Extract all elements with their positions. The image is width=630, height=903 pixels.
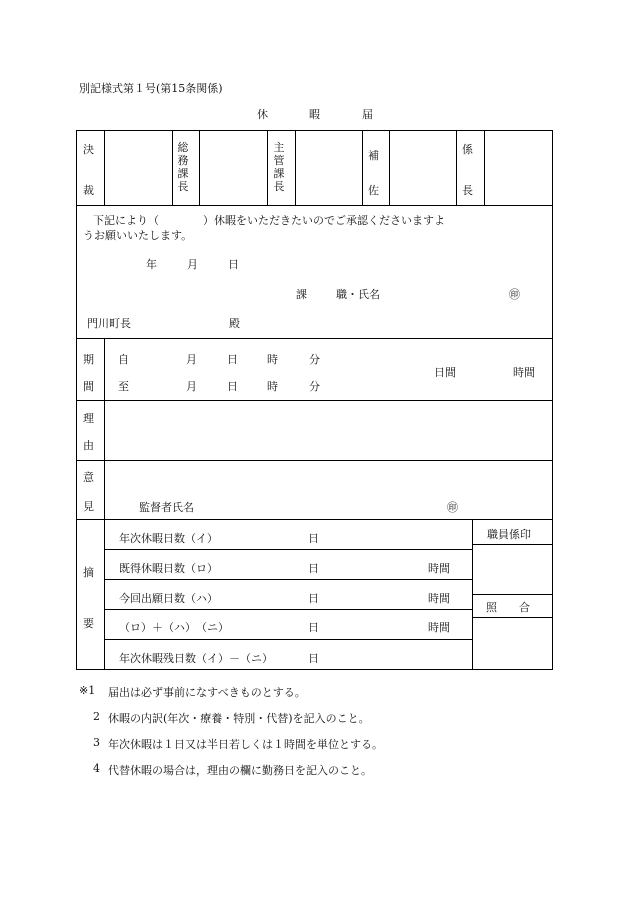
summary-label-top: 摘 (83, 566, 94, 579)
staff-seal-label: 職員係印 (487, 528, 531, 541)
date-day: 日 (228, 258, 239, 271)
title-char-1: 休 (257, 108, 268, 121)
period-to: 至 (118, 380, 129, 393)
divider (472, 594, 553, 595)
verify-label: 照 合 (486, 601, 530, 614)
hosa-label-bottom: 佐 (368, 184, 379, 197)
days-unit: 日間 (434, 366, 456, 379)
shukan-kacho-label: 主管課長 (273, 141, 285, 193)
divider (472, 617, 553, 618)
kessai-label-top: 決 (83, 143, 94, 156)
summary-row-day: 日 (308, 562, 319, 575)
summary-row-hour: 時間 (428, 621, 450, 634)
divider (362, 130, 363, 205)
supervisor-label: 監督者氏名 (139, 501, 194, 514)
divider (104, 639, 472, 640)
summary-row-day: 日 (308, 532, 319, 545)
period-label-top: 期 (83, 353, 94, 366)
summary-row-day: 日 (308, 592, 319, 605)
summary-row-label: 既得休暇日数（ロ） (119, 562, 218, 575)
title-char-2: 暇 (309, 108, 320, 121)
opinion-label-top: 意 (83, 471, 94, 484)
addressee: 門川町長 (87, 317, 131, 330)
period-label-bottom: 間 (83, 380, 94, 393)
date-month: 月 (187, 258, 198, 271)
somu-kacho-label: 総務課長 (177, 141, 189, 193)
divider (389, 130, 390, 205)
summary-row-hour: 時間 (428, 592, 450, 605)
divider (76, 519, 553, 520)
summary-row-day: 日 (308, 621, 319, 634)
title-char-3: 届 (362, 108, 373, 121)
summary-row-label: 今回出願日数（ハ） (119, 592, 218, 605)
to-hour: 時 (267, 380, 278, 393)
divider (104, 549, 472, 550)
reason-label-bottom: 由 (83, 439, 94, 452)
divider (104, 130, 105, 205)
summary-row-label: （ロ）＋（ハ） （ニ） (119, 621, 229, 634)
divider (472, 519, 473, 670)
summary-row-label: 年次休暇残日数（イ）－（ニ） (119, 652, 273, 665)
to-day: 日 (227, 380, 238, 393)
period-from: 自 (118, 353, 129, 366)
seal-mark: ㊞ (509, 288, 520, 301)
divider (484, 130, 485, 205)
divider (76, 460, 553, 461)
dono-label: 殿 (229, 317, 240, 330)
request-text-line2: うお願いいたします。 (83, 229, 193, 242)
note-text: 年次休暇は１日又は半日若しくは１時間を単位とする。 (108, 738, 383, 751)
form-number: 別記様式第１号(第15条関係) (79, 82, 223, 95)
shoku-shimei-label: 職・氏名 (336, 288, 380, 301)
ka-label: 課 (296, 288, 307, 301)
divider (104, 338, 105, 670)
divider (104, 609, 472, 610)
summary-row-label: 年次休暇日数（イ） (119, 532, 218, 545)
note-text: 届出は必ず事前になすべきものとする。 (108, 686, 306, 699)
to-minute: 分 (309, 380, 320, 393)
divider (76, 338, 553, 339)
divider (76, 400, 553, 401)
divider (172, 130, 173, 205)
note-number: 4 (93, 762, 100, 775)
summary-row-hour: 時間 (428, 562, 450, 575)
hours-unit: 時間 (513, 366, 535, 379)
divider (76, 205, 553, 206)
divider (104, 579, 472, 580)
divider (472, 544, 553, 545)
reason-label-top: 理 (83, 412, 94, 425)
hosa-label-top: 補 (368, 149, 379, 162)
note-text: 代替休暇の場合は，理由の欄に勤務日を記入のこと。 (108, 764, 372, 777)
summary-row-day: 日 (308, 652, 319, 665)
from-day: 日 (227, 353, 238, 366)
supervisor-seal-mark: ㊞ (447, 501, 458, 514)
from-hour: 時 (267, 353, 278, 366)
opinion-label-bottom: 見 (83, 500, 94, 513)
summary-label-bottom: 要 (83, 617, 94, 630)
divider (295, 130, 296, 205)
from-month: 月 (186, 353, 197, 366)
to-month: 月 (186, 380, 197, 393)
divider (456, 130, 457, 205)
divider (267, 130, 268, 205)
kessai-label-bottom: 裁 (83, 184, 94, 197)
from-minute: 分 (309, 353, 320, 366)
request-text-line1: 下記により（ ）休暇をいただきたいのでご承認くださいますよ (93, 214, 445, 227)
kakaricho-label-top: 係 (462, 143, 473, 156)
kakaricho-label-bottom: 長 (462, 184, 473, 197)
note-number: 2 (93, 710, 100, 723)
note-number: ※1 (79, 684, 96, 697)
note-text: 休暇の内訳(年次・療養・特別・代替)を記入のこと。 (108, 712, 370, 725)
date-year: 年 (146, 258, 157, 271)
note-number: 3 (93, 736, 100, 749)
divider (199, 130, 200, 205)
